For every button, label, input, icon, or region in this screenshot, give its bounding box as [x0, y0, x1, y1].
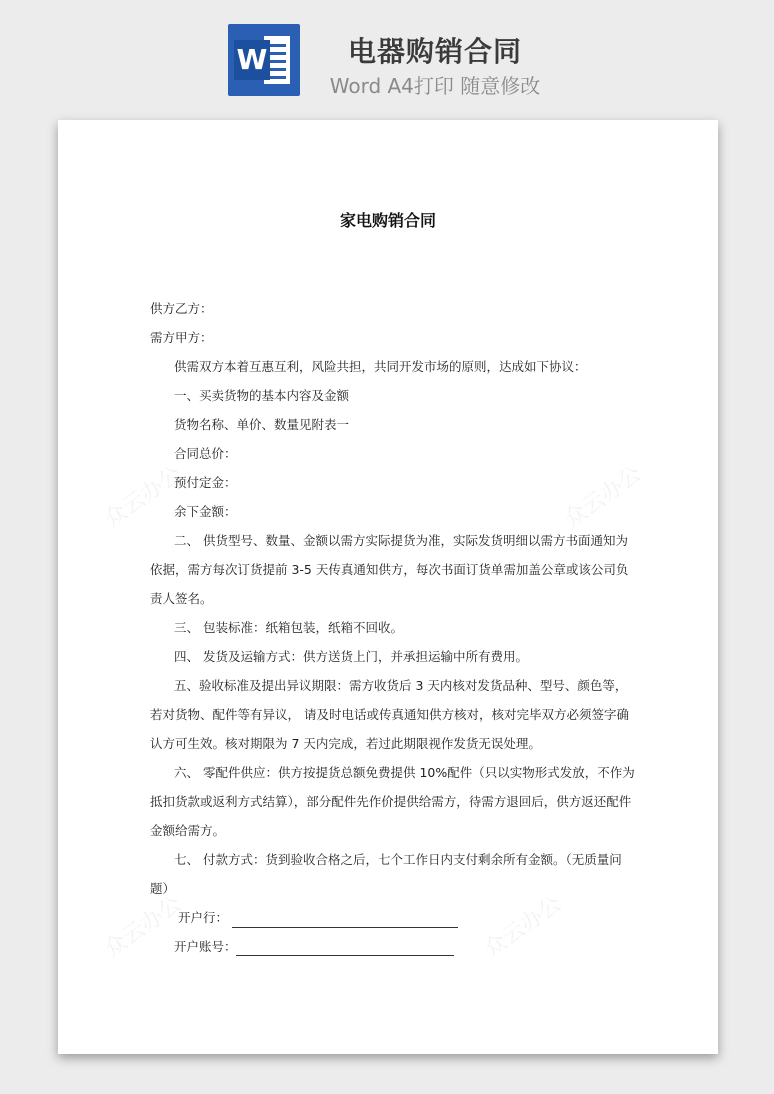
paragraph-line: 货物名称、单价、数量见附表一 — [174, 417, 350, 432]
account-label: 开户账号： — [174, 939, 237, 954]
header-banner — [0, 0, 774, 110]
watermark: 众云办公 — [99, 461, 187, 533]
buyer-line: 需方甲方： — [150, 330, 213, 345]
paragraph-line: 认方可生效。核对期限为 7 天内完成，若过此期限视作发货无误处理。 — [150, 736, 541, 751]
account-field-line[interactable] — [236, 955, 454, 956]
section-heading: 一、买卖货物的基本内容及金额 — [174, 388, 350, 403]
paragraph-line: 四、 发货及运输方式：供方送货上门，并承担运输中所有费用。 — [174, 649, 528, 664]
paragraph-line: 供需双方本着互惠互利，风险共担，共同开发市场的原则，达成如下协议： — [174, 359, 587, 374]
paragraph-line: 七、 付款方式：货到验收合格之后，七个工作日内支付剩余所有金额。（无质量问 — [174, 852, 622, 867]
paragraph-line: 责人签名。 — [150, 591, 213, 606]
deposit-line: 预付定金： — [174, 475, 237, 490]
paragraph-line: 题） — [150, 881, 176, 896]
watermark: 众云办公 — [559, 461, 647, 533]
banner-title: 电器购销合同 — [347, 35, 522, 68]
paragraph-line: 六、 零配件供应：供方按提货总额免费提供 10%配件（只以实物形式发放，不作为 — [174, 765, 635, 780]
word-logo-icon — [228, 24, 300, 96]
total-price-line: 合同总价： — [174, 446, 237, 461]
word-letter: W — [234, 40, 270, 80]
supplier-line: 供方乙方： — [150, 301, 213, 316]
paragraph-line: 抵扣货款或返利方式结算），部分配件先作价提供给需方，待需方退回后，供方返还配件 — [150, 794, 632, 809]
watermark: 众云办公 — [479, 891, 567, 963]
paragraph-line: 若对货物、配件等有异议， 请及时电话或传真通知供方核对，核对完毕双方必须签字确 — [150, 707, 629, 722]
bank-label: 开户行： — [178, 910, 229, 925]
banner-subtitle: Word A4打印 随意修改 — [329, 74, 541, 98]
paragraph-line: 三、 包装标准：纸箱包装，纸箱不回收。 — [174, 620, 403, 635]
document-title: 家电购销合同 — [339, 211, 436, 230]
paragraph-line: 二、 供货型号、数量、金额以需方实际提货为准，实际发货明细以需方书面通知为 — [174, 533, 628, 548]
document-page — [58, 120, 718, 1054]
paragraph-line: 金额给需方。 — [150, 823, 226, 838]
paragraph-line: 依据，需方每次订货提前 3-5 天传真通知供方，每次书面订货单需加盖公章或该公司负 — [150, 562, 629, 577]
balance-line: 余下金额： — [174, 504, 237, 519]
watermark: 众云办公 — [99, 891, 187, 963]
bank-field-line[interactable] — [232, 927, 458, 928]
paragraph-line: 五、验收标准及提出异议期限：需方收货后 3 天内核对发货品种、型号、颜色等， — [174, 678, 628, 693]
